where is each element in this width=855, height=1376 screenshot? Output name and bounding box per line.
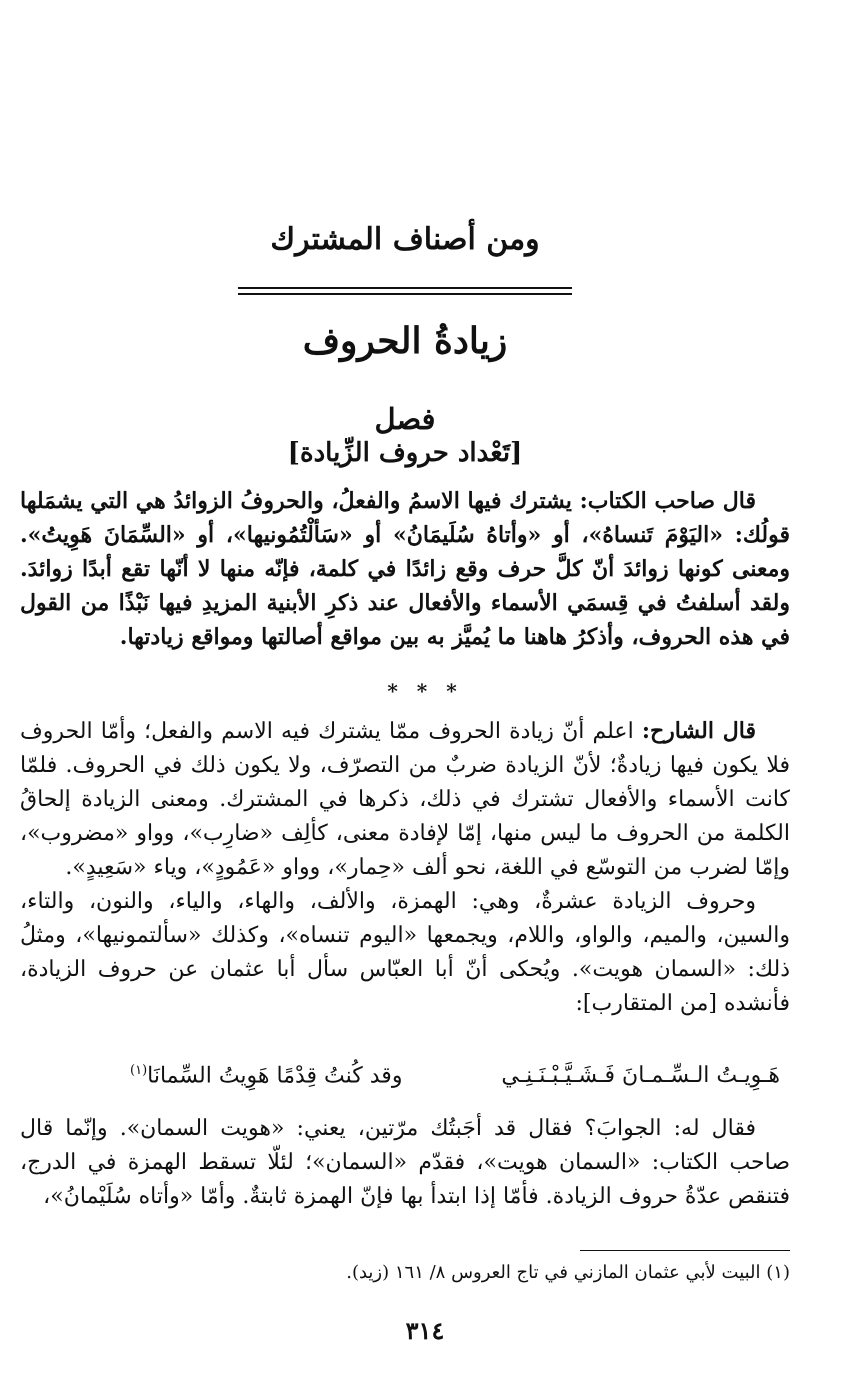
fasl-heading: فصل	[374, 402, 436, 436]
commentary-paragraph-1	[20, 714, 790, 885]
section-subtitle: [تَعْداد حروف الزِّيادة]	[287, 438, 523, 468]
verse-second-hemistich	[130, 1063, 402, 1088]
commentary-lead: قال الشارح:	[641, 718, 756, 744]
commentary-block-2	[20, 1112, 790, 1214]
commentary-text-1: اعلم أنّ زيادة الحروف ممّا يشترك فيه الاسم والفعل؛ وأمّا الحروف فلا يكون فيها زيادةٌ؛ لأنّ الزيادة ضربٌ من التصرّف، ولا يكون ذلك في الحروف. فلمّا كانت الأسماء والأفعال تشترك في ذلك، ذكرها في المشترك. ومعنى الزيادة إلحاقُ الكلمة من الحروف ما ليس منها، إمّا لإفادة معنى، كألِف «ضارِب»، وواو «مضروب»، وإمّا لضرب من التوسّع في اللغة، نحو ألف «حِمار»، وواو «عَمُودٍ»، وياء «سَعِيدٍ».	[20, 719, 790, 880]
footnote: (١) البيت لأبي عثمان المازني في تاج العروس ٨/ ١٦١ (زيد).	[346, 1262, 790, 1283]
matn-block	[20, 484, 790, 654]
matn-paragraph: قال صاحب الكتاب: يشترك فيها الاسمُ والفعلُ، والحروفُ الزوائدُ هي التي يشمَلها قولُك: «اليَوْمَ تَنساهُ»، أو «وأتاهُ سُلَيمَانُ» أو «سَألْتُمُونيها»، أو «السِّمَانَ هَوِيتُ». ومعنى كونها زوائدَ أنّ كلَّ حرف وقع زائدًا في كلمة، فإنّه منها لا أنّها تقع أبدًا زوائدَ. ولقد أسلفتُ في قِسمَي الأسماء والأفعال عند ذكرِ الأبنية المزيدِ فيها نَبْذًا من القول في هذه الحروف، وأذكرُ هاهنا ما يُميَّز به بين مواقع أصالتها ومواقع زيادتها.	[20, 488, 790, 650]
page-number: ٣١٤	[405, 1316, 445, 1345]
commentary-paragraph-2: وحروف الزيادة عشرةٌ، وهي: الهمزة، والألف، والهاء، والياء، والنون، والتاء، والسين، والميم، والواو، واللام، ويجمعها «اليوم تنساه»، وكذلك «سألتمونيها»، ومثلُ ذلك: «السمان هويت». ويُحكى أنّ أبا العبّاس سأل أبا عثمان عن حروف الزيادة، فأنشده [من المتقارب]:	[20, 889, 790, 1016]
chapter-title: زيادةُ الحروف	[302, 320, 508, 362]
section-title: ومن أصناف المشترك	[270, 222, 540, 257]
verse-line	[60, 1063, 780, 1103]
title-rule-bottom	[238, 293, 572, 295]
footnote-marker: (١)	[130, 1063, 148, 1078]
footnote-rule	[580, 1250, 790, 1251]
verse-second-text: وقد كُنتُ قِدْمًا هَوِيتُ السِّمانَا	[147, 1063, 403, 1089]
separator-stars: * * *	[387, 679, 463, 703]
commentary-paragraph-3: فقال له: الجوابَ؟ فقال قد أجَبتُك مرّتين، يعني: «هويت السمان». وإنّما قال صاحب الكتاب: «السمان هويت»، فقدّم «السمان»؛ لئلّا تسقط الهمزة في الدرج، فتنقص عدّةُ حروف الزيادة. فأمّا إذا ابتدأ بها فإنّ الهمزة ثابتةٌ. وأمّا «وأتاه سُلَيْمانُ»،	[20, 1116, 790, 1209]
commentary-block	[20, 714, 790, 1021]
title-rule-top	[238, 287, 572, 289]
verse-first-hemistich: هَـوِيـتُ الـسِّـمـانَ فَـشَـيَّـبْـنَـنِـي	[501, 1063, 780, 1088]
